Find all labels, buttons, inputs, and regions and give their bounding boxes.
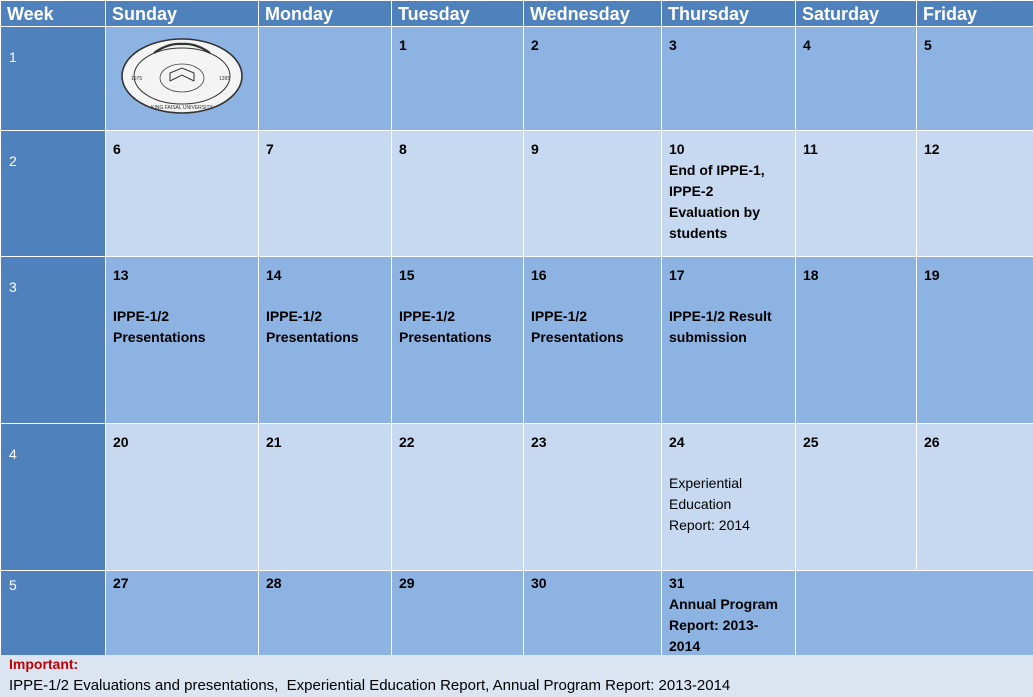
day-number: 22 (399, 434, 415, 450)
logo-cell (106, 27, 259, 131)
day-cell (259, 424, 392, 571)
day-cell (662, 424, 796, 571)
week-number: 3 (1, 257, 106, 424)
event-note: IPPE-1/2 (113, 308, 170, 324)
day-cell (662, 131, 796, 257)
day-number: 25 (803, 434, 819, 450)
day-cell (392, 571, 524, 658)
event-note: submission (669, 329, 747, 345)
week-row-3 (1, 257, 1033, 424)
day-number: 9 (531, 141, 539, 157)
header-sunday: Sunday (106, 1, 259, 27)
event-note: IPPE-1/2 (266, 308, 323, 324)
seal-year-left: 1975 (131, 76, 143, 82)
day-cell (796, 257, 917, 424)
event-note: 2014 (669, 638, 701, 654)
day-number: 16 (531, 267, 547, 283)
day-cell (524, 424, 662, 571)
footer-important-label: Important: (9, 656, 79, 672)
day-cell (259, 571, 392, 658)
week-row-4 (1, 424, 1033, 571)
header-saturday: Saturday (796, 1, 917, 27)
event-note: IPPE-1/2 (531, 308, 588, 324)
header-monday: Monday (259, 1, 392, 27)
footer (0, 655, 1033, 697)
event-note: Presentations (266, 329, 359, 345)
event-note: End of IPPE-1, (669, 162, 765, 178)
day-number: 17 (669, 267, 685, 283)
event-note: Evaluation by (669, 204, 761, 220)
day-number: 20 (113, 434, 129, 450)
week-row-5 (1, 571, 1033, 658)
day-number: 28 (266, 575, 282, 591)
day-cell (796, 27, 917, 131)
day-number: 21 (266, 434, 282, 450)
day-number: 15 (399, 267, 415, 283)
day-number: 5 (924, 37, 932, 53)
day-number: 6 (113, 141, 121, 157)
day-number: 29 (399, 575, 415, 591)
day-cell (106, 131, 259, 257)
week-row-2 (1, 131, 1033, 257)
day-cell (106, 424, 259, 571)
day-cell (392, 424, 524, 571)
week-number: 4 (1, 424, 106, 571)
day-cell (524, 131, 662, 257)
day-number: 2 (531, 37, 539, 53)
day-number: 23 (531, 434, 547, 450)
event-note: IPPE-1/2 (399, 308, 456, 324)
day-cell (917, 131, 1033, 257)
event-note: students (669, 225, 728, 241)
day-cell (796, 131, 917, 257)
seal-text: KING FAISAL UNIVERSITY (151, 105, 213, 111)
day-cell (662, 27, 796, 131)
event-note: Annual Program (669, 596, 778, 612)
day-cell (917, 424, 1033, 571)
day-cell-empty (796, 571, 1033, 658)
day-number: 13 (113, 267, 129, 283)
day-cell (259, 257, 392, 424)
day-cell (392, 131, 524, 257)
event-note: Report: 2014 (669, 517, 750, 533)
week-number: 1 (1, 27, 106, 131)
day-number: 11 (803, 141, 818, 157)
day-number: 26 (924, 434, 940, 450)
day-number: 19 (924, 267, 940, 283)
university-seal-icon (120, 37, 244, 115)
day-number: 10 (669, 141, 685, 157)
header-wednesday: Wednesday (524, 1, 662, 27)
day-number: 8 (399, 141, 407, 157)
event-note: Presentations (399, 329, 492, 345)
day-cell (524, 27, 662, 131)
event-note: IPPE-1/2 Result (669, 308, 772, 324)
day-cell-empty (259, 27, 392, 131)
event-note: Experiential (669, 475, 743, 491)
week-number: 5 (1, 571, 106, 658)
event-note: Education (669, 496, 732, 512)
day-cell (662, 257, 796, 424)
week-number: 2 (1, 131, 106, 257)
day-cell (392, 257, 524, 424)
event-note: Presentations (113, 329, 206, 345)
day-cell (259, 131, 392, 257)
day-number: 27 (113, 575, 129, 591)
day-number: 31 (669, 575, 685, 591)
day-number: 14 (266, 267, 282, 283)
week-row-1 (1, 27, 1033, 131)
day-number: 18 (803, 267, 819, 283)
day-cell (524, 257, 662, 424)
day-cell (917, 27, 1033, 131)
day-cell (662, 571, 796, 658)
seal-year-right: 1395 (219, 76, 231, 82)
day-cell (106, 257, 259, 424)
day-number: 24 (669, 434, 685, 450)
calendar-header-row (1, 1, 1033, 27)
event-note: Presentations (531, 329, 624, 345)
day-number: 30 (531, 575, 547, 591)
header-week: Week (1, 1, 106, 27)
day-number: 12 (924, 141, 940, 157)
day-cell (917, 257, 1033, 424)
day-cell (392, 27, 524, 131)
day-cell (106, 571, 259, 658)
day-number: 3 (669, 37, 677, 53)
day-number: 1 (399, 37, 407, 53)
day-cell (796, 424, 917, 571)
event-note: IPPE-2 (669, 183, 714, 199)
day-cell (524, 571, 662, 658)
header-thursday: Thursday (662, 1, 796, 27)
footer-note: IPPE-1/2 Evaluations and presentations, Experiential Education Report, Annual Program Report: 2013-2014 (9, 677, 731, 694)
day-number: 7 (266, 141, 274, 157)
day-number: 4 (803, 37, 811, 53)
header-friday: Friday (917, 1, 1033, 27)
header-tuesday: Tuesday (392, 1, 524, 27)
event-note: Report: 2013- (669, 617, 759, 633)
